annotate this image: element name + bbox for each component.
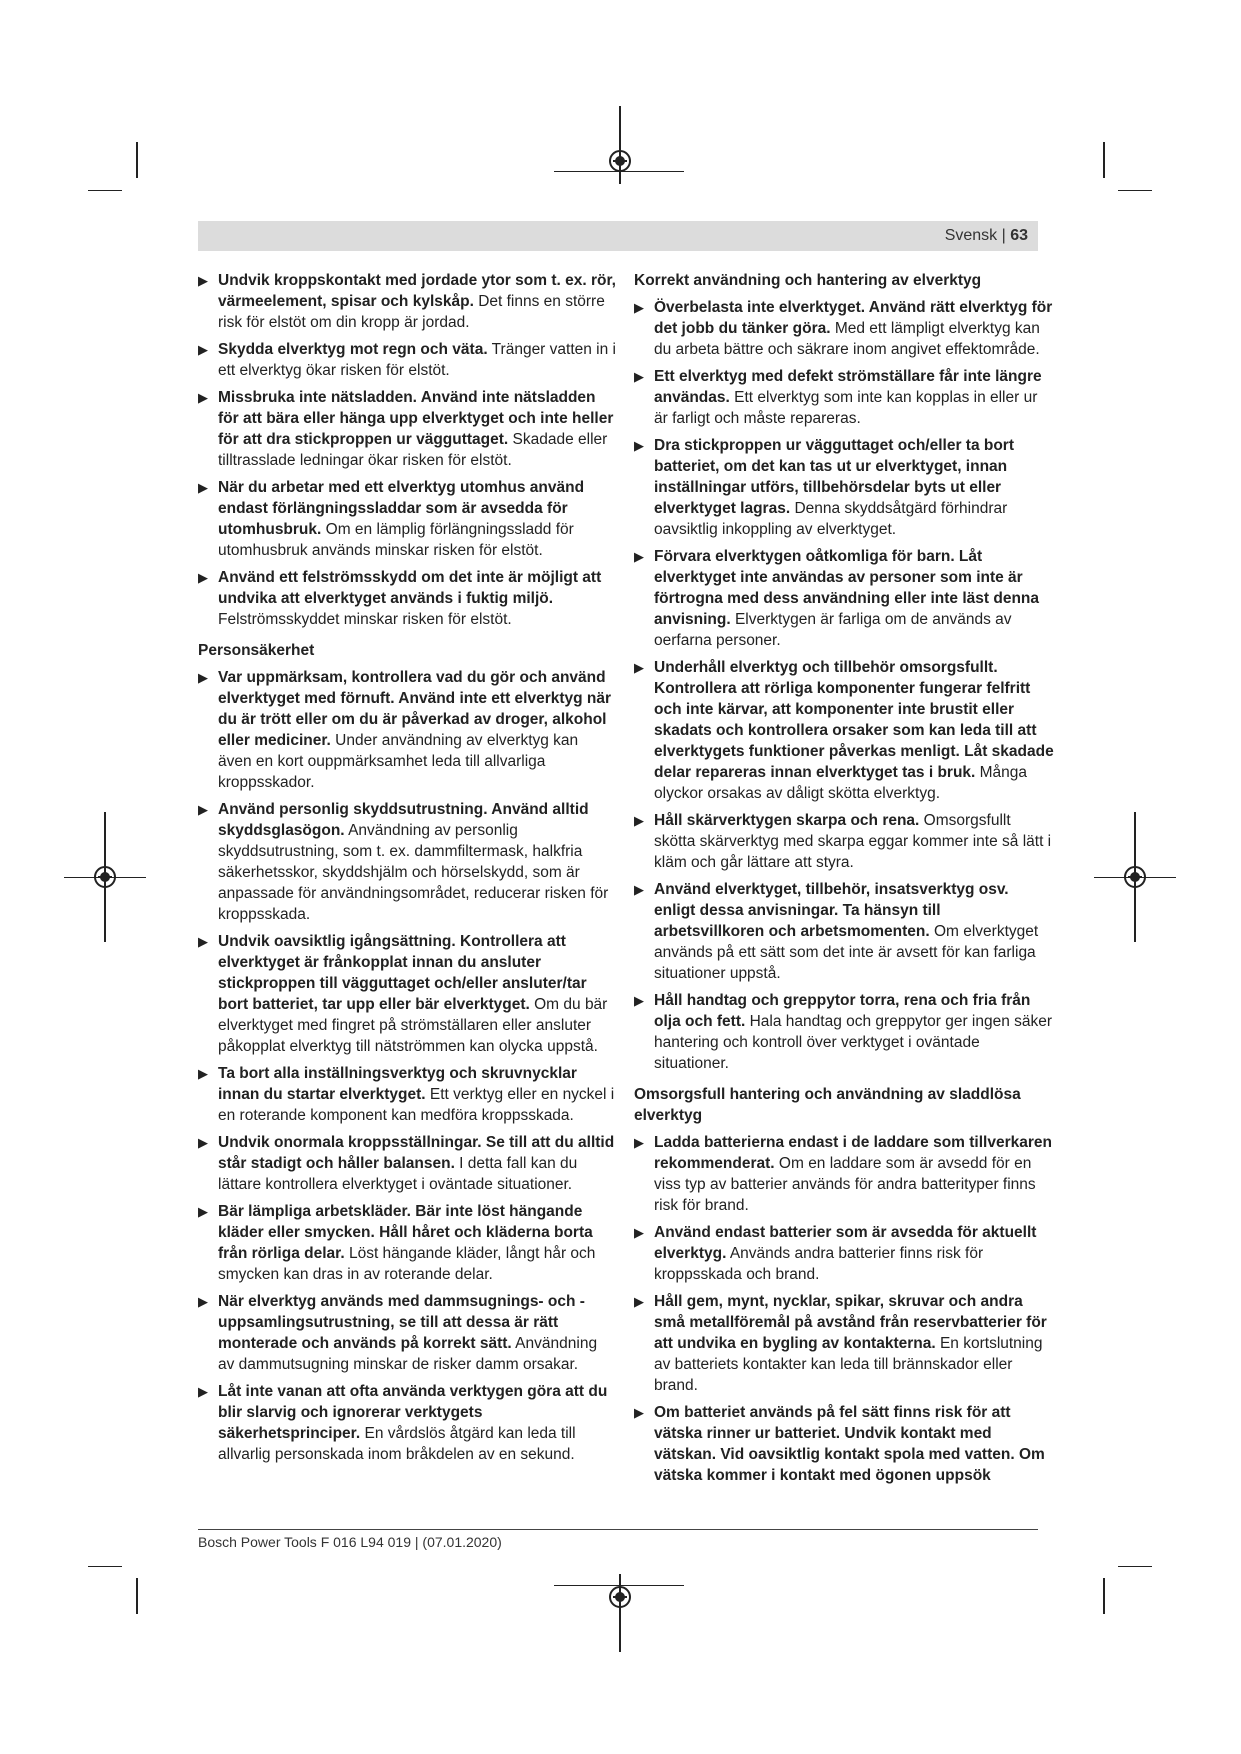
- bullet-arrow-icon: ▶: [634, 300, 644, 315]
- registration-target-icon: [609, 150, 631, 172]
- item-bold-text: Var uppmärksam, kontrollera vad du gör och använd elverktyget med förnuft. Använd inte ett elverktyg när du är trött eller om du är påverkad av droger, alkohol eller mediciner.: [218, 669, 612, 749]
- bullet-arrow-icon: ▶: [198, 342, 208, 357]
- item-bold-text: Använd endast batterier som är avsedda för aktuellt elverktyg.: [654, 1224, 1037, 1262]
- item-bold-text: Undvik kroppskontakt med jordade ytor som t. ex. rör, värmeelement, spisar och kylskåp.: [218, 272, 616, 310]
- bullet-arrow-icon: ▶: [198, 273, 208, 288]
- item-bold-text: Använd ett felströmsskydd om det inte är möjligt att undvika att elverktyget används i fuktig miljö.: [218, 569, 602, 607]
- crop-mark: [136, 1578, 138, 1614]
- list-item: [198, 567, 616, 630]
- footer-divider: [198, 1529, 1038, 1530]
- section-title-battery-tools: Omsorgsfull hantering och användning av sladdlösa elverktyg: [634, 1086, 1021, 1124]
- item-body-text: Om en laddare som är avsedd för en viss typ av batterier används för andra batterityper finns risk för brand.: [654, 1155, 1036, 1214]
- item-bold-text: Underhåll elverktyg och tillbehör omsorgsfullt. Kontrollera att rörliga komponenter fungerar felfritt och inte kärvar, att komponenter inte brustit eller skadats och kontrollera orsaker som kan leda till att elverktygets funktioner påverkas menligt. Låt skadade delar repareras innan elverktyget tas i bruk.: [654, 659, 1054, 781]
- list-item: [198, 799, 616, 925]
- bullet-arrow-icon: ▶: [634, 813, 644, 828]
- bullet-arrow-icon: ▶: [198, 480, 208, 495]
- item-body-text: Med ett lämpligt elverktyg kan du arbeta bättre och säkrare inom angivet effektområde.: [654, 320, 1040, 358]
- list-item: [198, 931, 616, 1057]
- bullet-arrow-icon: ▶: [634, 1135, 644, 1150]
- list-item: [634, 879, 1054, 984]
- right-column: [634, 270, 1054, 1492]
- list-item: [634, 810, 1054, 873]
- list-item: [634, 1132, 1054, 1216]
- item-body-text: Ett elverktyg som inte kan kopplas in eller ur är farligt och måste repareras.: [654, 389, 1038, 427]
- page-number: 63: [1010, 227, 1028, 244]
- registration-line: [619, 106, 621, 184]
- item-bold-text: Ett elverktyg med defekt strömställare får inte längre användas.: [654, 368, 1042, 406]
- item-body-text: Det finns en större risk för elstöt om din kropp är jordad.: [218, 293, 605, 331]
- bullet-arrow-icon: ▶: [198, 934, 208, 949]
- item-body-text: Denna skyddsåtgärd förhindrar oavsiktlig inkoppling av elverktyget.: [654, 500, 1008, 538]
- section-title-tool-use: Korrekt användning och hantering av elverktyg: [634, 272, 982, 289]
- item-bold-text: Förvara elverktygen oåtkomliga för barn. Låt elverktyget inte användas av personer som inte är förtrogna med dess användning eller inte läst denna anvisning.: [654, 548, 1039, 628]
- list-item: [634, 546, 1054, 651]
- bullet-arrow-icon: ▶: [634, 1405, 644, 1420]
- item-bold-text: Håll gem, mynt, nycklar, spikar, skruvar och andra små metallföremål på avstånd från reservbatterier för att undvika en bygling av kontakterna.: [654, 1293, 1047, 1352]
- list-item: [198, 339, 616, 381]
- item-body-text: Många olyckor orsakas av dåligt skötta elverktyg.: [654, 764, 1028, 802]
- list-item: [198, 1201, 616, 1285]
- item-bold-text: Överbelasta inte elverktyget. Använd rätt elverktyg för det jobb du tänker göra.: [654, 299, 1053, 337]
- item-bold-text: Låt inte vanan att ofta använda verktygen göra att du blir slarvig och ignorerar verktygets säkerhetsprinciper.: [218, 1383, 608, 1442]
- item-bold-text: Dra stickproppen ur vägguttaget och/eller ta bort batteriet, om det kan tas ut ur elverktyget, innan inställningar utförs, tillbehörsdelar byts ut eller elverktyget lagras.: [654, 437, 1015, 517]
- crop-mark: [88, 190, 122, 191]
- registration-target-icon: [609, 1586, 631, 1608]
- item-bold-text: Bär lämpliga arbetskläder. Bär inte löst hängande kläder eller smycken. Håll håret och kläderna borta från rörliga delar.: [218, 1203, 593, 1262]
- item-body-text: En vårdslös åtgärd kan leda till allvarlig personskada inom bråkdelen av en sekund.: [218, 1425, 576, 1463]
- bullet-arrow-icon: ▶: [634, 549, 644, 564]
- bullet-arrow-icon: ▶: [198, 1066, 208, 1081]
- item-bold-text: Ladda batterierna endast i de laddare som tillverkaren rekommenderat.: [654, 1134, 1052, 1172]
- list-item: [198, 1063, 616, 1126]
- item-bold-text: Håll handtag och greppytor torra, rena och fria från olja och fett.: [654, 992, 1031, 1030]
- item-body-text: Omsorgsfullt skötta skärverktyg med skarpa eggar kommer inte så lätt i kläm och går lättare att styra.: [654, 812, 1052, 871]
- list-item: [634, 297, 1054, 360]
- registration-target-icon: [94, 866, 116, 888]
- item-bold-text: När du arbetar med ett elverktyg utomhus använd endast förlängningssladdar som är avsedda för utomhusbruk.: [218, 479, 585, 538]
- list-item: [198, 387, 616, 471]
- item-bold-text: Missbruka inte nätsladden. Använd inte nätsladden för att bära eller hänga upp elverktyget och inte heller för att dra stickproppen ur vägguttaget.: [218, 389, 614, 448]
- list-item: [198, 1132, 616, 1195]
- crop-mark: [1103, 142, 1105, 178]
- item-body-text: Tränger vatten in i ett elverktyg ökar risken för elstöt.: [218, 341, 616, 379]
- list-item: [198, 477, 616, 561]
- bullet-arrow-icon: ▶: [634, 1225, 644, 1240]
- item-body-text: Hala handtag och greppytor ger ingen säker hantering och kontroll över verktyget i oväntade situationer.: [654, 1013, 1053, 1072]
- bullet-arrow-icon: ▶: [634, 882, 644, 897]
- item-bold-text: Skydda elverktyg mot regn och väta.: [218, 341, 488, 358]
- item-body-text: Under användning av elverktyg kan även en kort ouppmärksamhet leda till allvarliga kroppsskador.: [218, 732, 579, 791]
- bullet-arrow-icon: ▶: [198, 802, 208, 817]
- left-items-personal: [198, 667, 616, 1465]
- item-body-text: Användning av personlig skyddsutrustning, som t. ex. dammfiltermask, halkfria säkerhetsskor, skyddshjälm och hörselskydd, som är anpassade för användningsområdet, reducerar risken för kroppsskada.: [218, 822, 609, 923]
- header-separator: |: [997, 227, 1011, 244]
- list-item: [634, 1402, 1054, 1486]
- item-bold-text: Använd personlig skyddsutrustning. Använd alltid skyddsglasögon.: [218, 801, 589, 839]
- item-body-text: Skadade eller tilltrasslade ledningar ökar risken för elstöt.: [218, 431, 608, 469]
- crop-mark: [136, 142, 138, 178]
- item-body-text: I detta fall kan du lättare kontrollera elverktyget i oväntade situationer.: [218, 1155, 578, 1193]
- header-label: [945, 227, 1028, 245]
- list-item: [634, 990, 1054, 1074]
- bullet-arrow-icon: ▶: [634, 660, 644, 675]
- right-items-tool-use: [634, 297, 1054, 1074]
- crop-mark: [1118, 1566, 1152, 1567]
- bullet-arrow-icon: ▶: [634, 369, 644, 384]
- list-item: [198, 1291, 616, 1375]
- list-item: [634, 366, 1054, 429]
- item-body-text: Om du bär elverktyget med fingret på strömställaren eller ansluter påkopplat elverktyg till nätströmmen kan olycka uppstå.: [218, 996, 608, 1055]
- item-body-text: Om elverktyget används på ett sätt som det inte är avsett för kan farliga situationer uppstå.: [654, 923, 1039, 982]
- item-body-text: En kortslutning av batteriets kontakter kan leda till brännskador eller brand.: [654, 1335, 1043, 1394]
- item-bold-text: Undvik onormala kroppsställningar. Se till att du alltid står stadigt och håller balansen.: [218, 1134, 615, 1172]
- crop-mark: [1118, 190, 1152, 191]
- item-body-text: Felströmsskyddet minskar risken för elstöt.: [218, 611, 512, 628]
- item-body-text: Ett verktyg eller en nyckel i en roterande komponent kan medföra kroppsskada.: [218, 1086, 615, 1124]
- item-body-text: Om en lämplig förlängningssladd för utomhusbruk används minskar risken för elstöt.: [218, 521, 574, 559]
- left-items-electrical: [198, 270, 616, 630]
- section-title-personal-safety: Personsäkerhet: [198, 642, 315, 659]
- item-body-text: Löst hängande kläder, långt hår och smycken kan dras in av roterande delar.: [218, 1245, 596, 1283]
- list-item: [634, 1222, 1054, 1285]
- item-bold-text: Undvik oavsiktlig igångsättning. Kontrollera att elverktyget är frånkopplat innan du ansluter stickproppen till vägguttaget och/eller ansluter/tar bort batteriet, tar upp eller bär elverktyget.: [218, 933, 587, 1013]
- item-bold-text: Håll skärverktygen skarpa och rena.: [654, 812, 920, 829]
- crop-mark: [88, 1566, 122, 1567]
- list-item: [198, 667, 616, 793]
- item-body-text: Användning av dammutsugning minskar de risker damm orsakar.: [218, 1335, 598, 1373]
- bullet-arrow-icon: ▶: [634, 993, 644, 1008]
- item-bold-text: När elverktyg används med dammsugnings- och -uppsamlingsutrustning, se till att dessa är rätt monterade och används på korrekt sätt.: [218, 1293, 585, 1352]
- crop-mark: [1103, 1578, 1105, 1614]
- registration-target-icon: [1124, 866, 1146, 888]
- bullet-arrow-icon: ▶: [198, 1294, 208, 1309]
- list-item: [198, 270, 616, 333]
- list-item: [198, 1381, 616, 1465]
- bullet-arrow-icon: ▶: [198, 670, 208, 685]
- bullet-arrow-icon: ▶: [198, 570, 208, 585]
- bullet-arrow-icon: ▶: [198, 1384, 208, 1399]
- list-item: [634, 435, 1054, 540]
- item-bold-text: Ta bort alla inställningsverktyg och skruvnycklar innan du startar elverktyget.: [218, 1065, 577, 1103]
- header-language: Svensk: [944, 227, 998, 244]
- bullet-arrow-icon: ▶: [198, 1135, 208, 1150]
- left-column: [198, 270, 616, 1471]
- item-body-text: Används andra batterier finns risk för kroppsskada och brand.: [654, 1245, 984, 1283]
- page-footer: Bosch Power Tools F 016 L94 019 | (07.01.2020): [198, 1534, 502, 1550]
- right-items-battery: [634, 1132, 1054, 1486]
- bullet-arrow-icon: ▶: [634, 1294, 644, 1309]
- list-item: [634, 657, 1054, 804]
- item-bold-text: Om batteriet används på fel sätt finns risk för att vätska rinner ur batteriet. Undvik kontakt med vätskan. Vid oavsiktlig kontakt spola med vatten. Om vätska kommer i kontakt med ögonen uppsök: [654, 1404, 1045, 1484]
- bullet-arrow-icon: ▶: [634, 438, 644, 453]
- item-body-text: Elverktygen är farliga om de används av oerfarna personer.: [654, 611, 1012, 649]
- bullet-arrow-icon: ▶: [198, 1204, 208, 1219]
- bullet-arrow-icon: ▶: [198, 390, 208, 405]
- page-header: [198, 221, 1038, 251]
- list-item: [634, 1291, 1054, 1396]
- item-bold-text: Använd elverktyget, tillbehör, insatsverktyg osv. enligt dessa anvisningar. Ta hänsyn till arbetsvillkoren och arbetsmomenten.: [654, 881, 1009, 940]
